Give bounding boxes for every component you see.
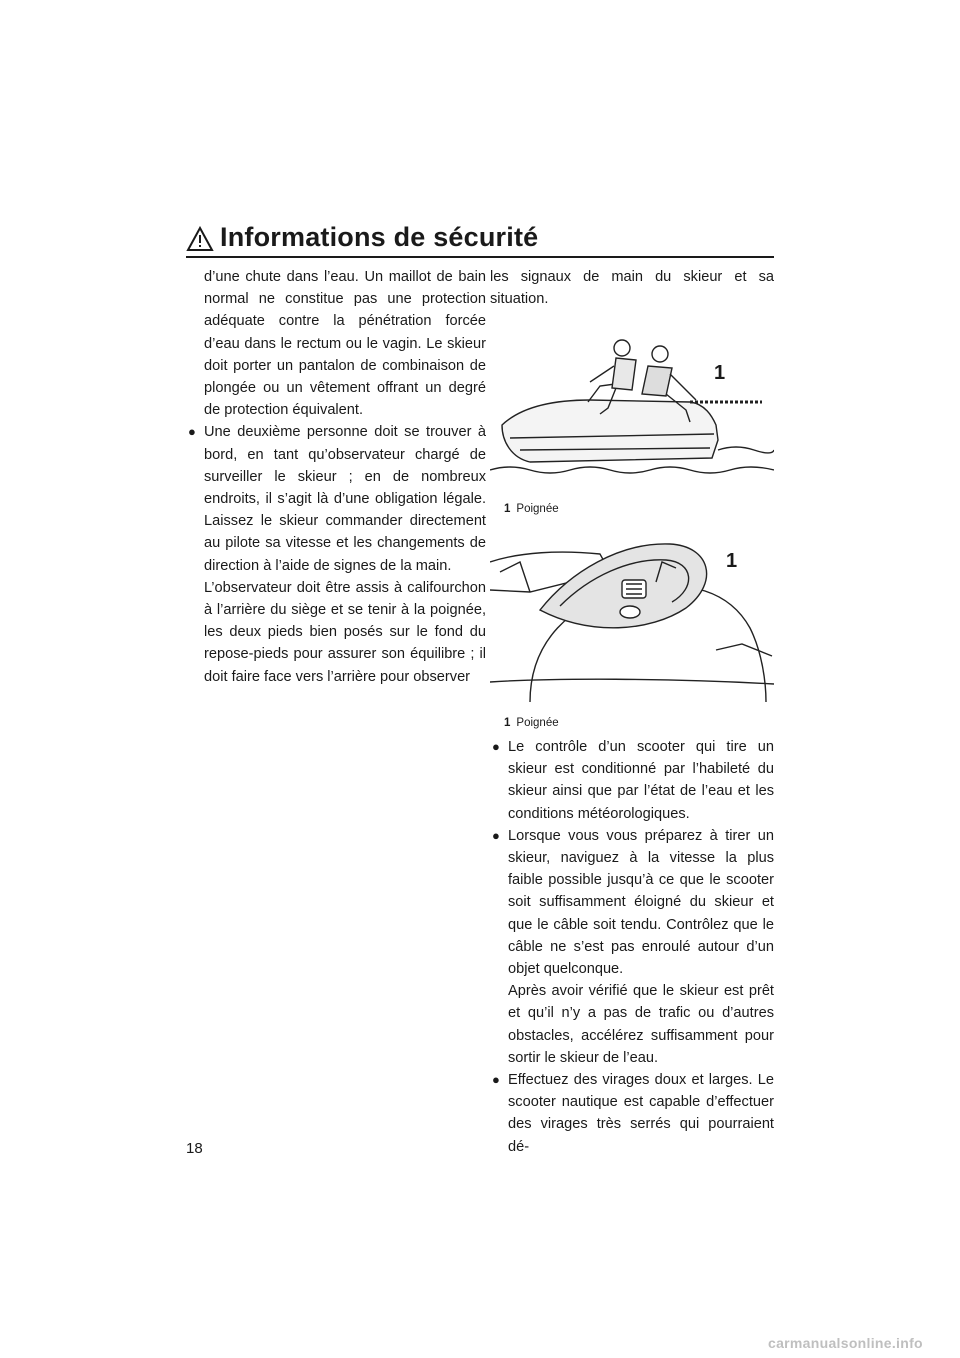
figure-riders-on-watercraft	[490, 330, 774, 490]
bullet-text-continued: Après avoir vérifié que le skieur est prêt et qu’il n’y a pas de trafic ou d’autres obstacles, accélérez suffisamment pour sortir le skieur de l’eau.	[508, 983, 774, 1066]
bullet-item	[492, 825, 774, 1069]
bullet-item	[492, 736, 774, 825]
page-title: Informations de sécurité	[220, 222, 539, 252]
right-column-top	[490, 266, 774, 310]
figure-1-callout: 1	[714, 362, 726, 384]
bullet-text: Le contrôle d’un scooter qui tire un skieur est conditionné par l’habileté du skieur ainsi que par l’état de l’eau et les conditions météorologiques.	[508, 739, 774, 822]
figure-2-caption	[504, 717, 559, 729]
bullet-item	[492, 1069, 774, 1158]
caption-text: Poignée	[516, 503, 559, 515]
bullet-glyph: ●	[492, 1072, 500, 1088]
bullet-text: Une deuxième personne doit se trouver à bord, en tant qu’observateur chargé de surveiller le skieur ; en de nombreux endroits, il s’agit là d’une obligation légale. Laissez le skieur commander directement au pilote sa vitesse et les changements de direction à l’aide de signes de la main.	[204, 424, 486, 574]
bullet-text: Lorsque vous vous préparez à tirer un skieur, naviguez à la vitesse la plus faible possible jusqu’à ce que le scooter soit suffisamment éloigné du skieur et que le câble soit tendu. Contrôlez que le câble ne s’est pas enroulé autour d’un objet quelconque.	[508, 827, 774, 978]
figure-2-callout: 1	[726, 550, 738, 572]
page-number: 18	[186, 1140, 203, 1157]
caption-number: 1	[504, 503, 511, 515]
bullet-text-continued: L’observateur doit être assis à califourchon à l’arrière du siège et se tenir à la poignée, les deux pieds bien posés sur le fond du repose-pieds pour assurer son équilibre ; il doit faire face vers l’arrière pour observer	[204, 579, 486, 685]
caption-text: Poignée	[516, 717, 559, 729]
left-para-continued: d’une chute dans l’eau. Un maillot de bain normal ne constitue pas une protection adéquate contre la pénétration forcée d’eau dans le rectum ou le vagin. Le skieur doit porter un pantalon de combinaison de plongée ou un vêtement offrant un degré de protection équivalent.	[204, 269, 486, 419]
bullet-glyph: ●	[492, 739, 500, 754]
header-rule	[186, 256, 774, 258]
caption-number: 1	[504, 717, 511, 729]
left-column	[188, 266, 486, 688]
bullet-glyph: ●	[492, 827, 500, 843]
right-para-continued: les signaux de main du skieur et sa situation.	[490, 269, 774, 308]
figure-1-caption	[504, 503, 559, 515]
warning-triangle-icon	[186, 226, 214, 252]
bullet-glyph: ●	[188, 424, 196, 440]
footer-watermark: carmanualsonline.info	[768, 1335, 923, 1351]
right-column-bottom	[490, 736, 774, 1158]
bullet-item	[188, 421, 486, 687]
bullet-text: Effectuez des virages doux et larges. Le scooter nautique est capable d’effectuer des virages très serrés qui pourraient dé-	[508, 1072, 774, 1155]
